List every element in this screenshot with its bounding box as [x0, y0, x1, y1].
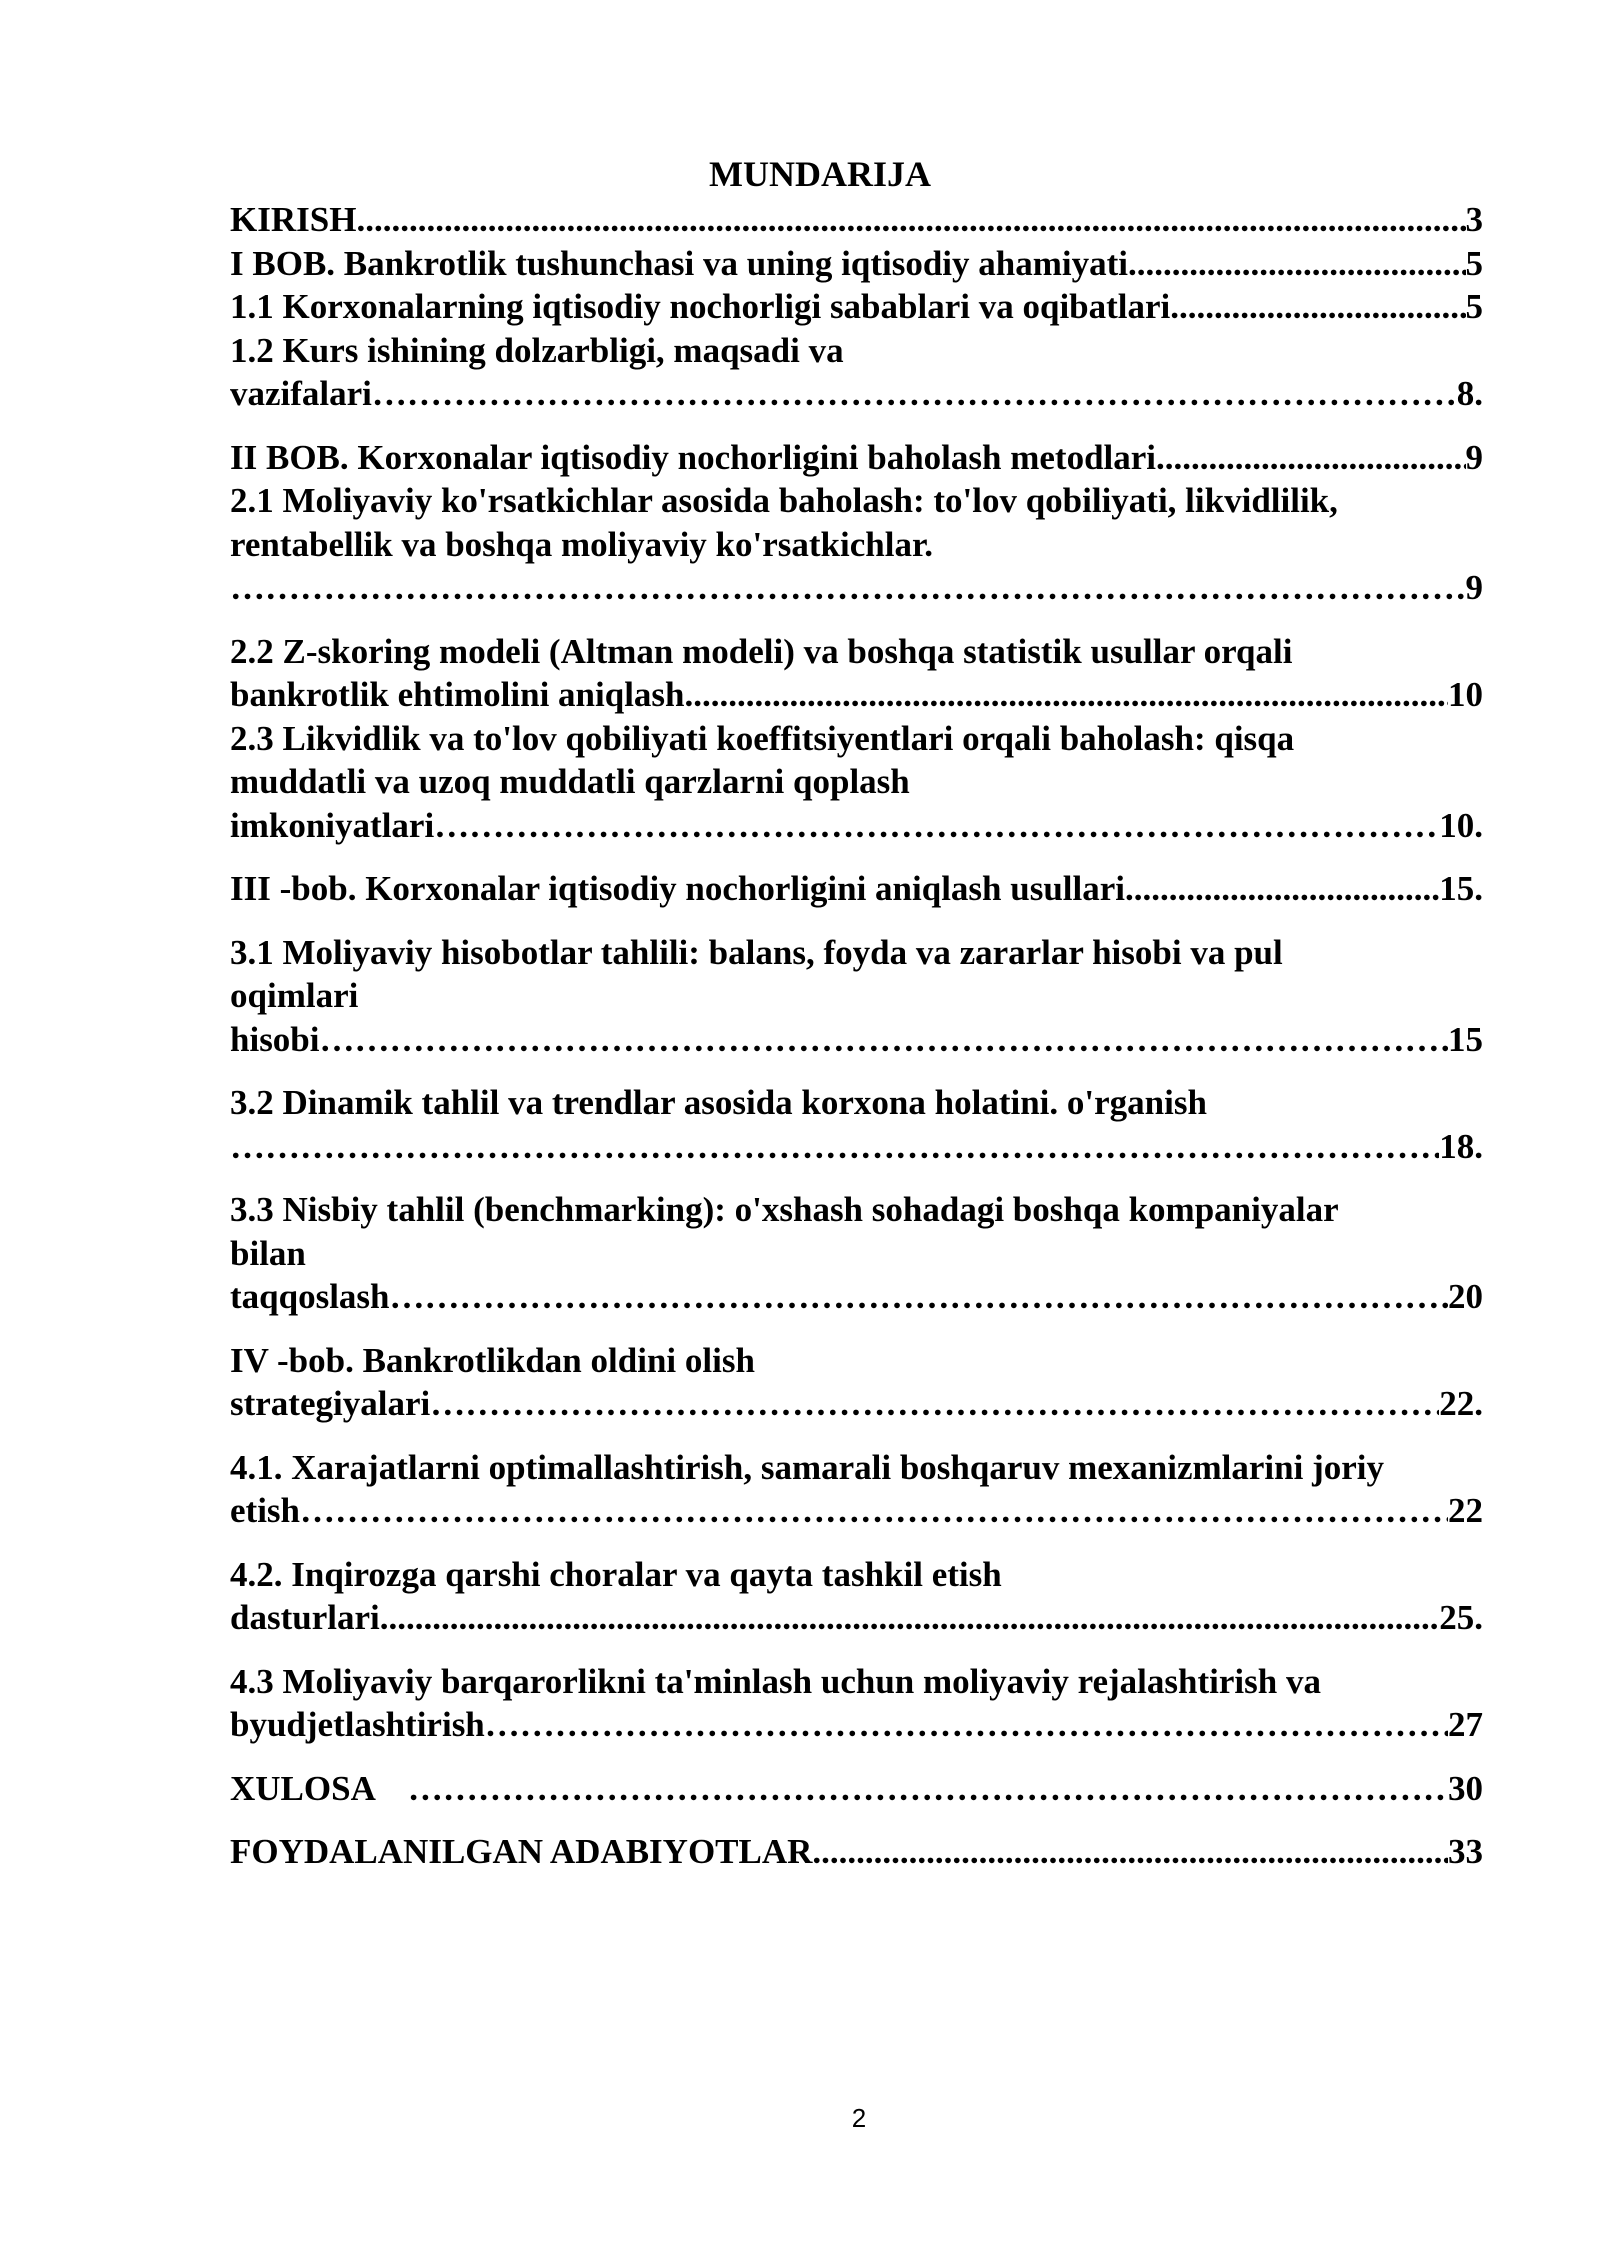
dot-leader — [408, 1767, 1448, 1811]
toc-entry-label: II BOB. Korxonalar iqtisodiy nochorligini baholash metodlari — [230, 437, 1157, 477]
toc-entry-line: 4.1. Xarajatlarni optimallashtirish, samarali boshqaruv mexanizmlarini joriy — [230, 1447, 1385, 1487]
toc-entry-line: 1.2 Kurs ishining dolzarbligi, maqsadi va — [230, 330, 844, 370]
toc-entry-page: 15 — [1448, 1019, 1483, 1059]
dot-leader — [356, 198, 1465, 242]
toc-entry-page: 27 — [1448, 1705, 1483, 1744]
toc-entry-kirish[interactable] — [230, 198, 1483, 242]
toc-entry-label: bankrotlik ehtimolini aniqlash — [230, 675, 685, 714]
dot-leader — [430, 1382, 1439, 1426]
dot-leader — [1125, 867, 1439, 911]
toc-entry-chapter-3[interactable] — [230, 867, 1483, 911]
toc-entry-label: 1.1 Korxonalarning iqtisodiy nochorligi sabablari va oqibatlari — [230, 287, 1171, 326]
toc-entry-page: 5 — [1465, 243, 1483, 283]
toc-entry-page: 18. — [1439, 1126, 1483, 1166]
toc-entry-section-3-2[interactable] — [230, 1081, 1483, 1168]
toc-entry-conclusion[interactable] — [230, 1767, 1483, 1811]
toc-entry-label: I BOB. Bankrotlik tushunchasi va uning iqtisodiy ahamiyati — [230, 243, 1128, 283]
toc-entry-label: strategiyalari — [230, 1384, 431, 1423]
dot-leader — [1170, 285, 1465, 329]
dot-leader — [1128, 242, 1466, 286]
toc-entry-page: 8. — [1456, 374, 1483, 413]
toc-entry-section-2-2[interactable] — [230, 630, 1483, 717]
table-of-contents — [230, 198, 1483, 1874]
toc-entry-page: 30 — [1448, 1768, 1483, 1808]
toc-entry-line: 3.1 Moliyaviy hisobotlar tahlili: balans, foyda va zararlar hisobi va pul — [230, 932, 1283, 972]
page-number: 2 — [851, 2103, 867, 2133]
toc-entry-line: 4.3 Moliyaviy barqarorlikni ta'minlash uchun moliyaviy rejalashtirish va — [230, 1661, 1321, 1701]
toc-entry-line: 2.3 Likvidlik va to'lov qobiliyati koeffitsiyentlari orqali baholash: qisqa — [230, 718, 1295, 758]
dot-leader — [812, 1830, 1448, 1874]
toc-entry-section-4-1[interactable] — [230, 1446, 1483, 1533]
toc-entry-line: 3.2 Dinamik tahlil va trendlar asosida korxona holatini. o'rganish — [230, 1083, 1207, 1122]
toc-entry-references[interactable] — [230, 1830, 1483, 1874]
dot-leader — [300, 1489, 1448, 1533]
toc-entry-chapter-2[interactable] — [230, 436, 1483, 480]
toc-entry-page: 5 — [1465, 287, 1483, 326]
toc-entry-label: dasturlari — [230, 1598, 380, 1637]
toc-entry-section-2-1[interactable] — [230, 479, 1483, 610]
toc-entry-label: III -bob. Korxonalar iqtisodiy nochorligini aniqlash usullari — [230, 869, 1126, 908]
toc-entry-label: taqqoslash — [230, 1277, 390, 1316]
dot-leader — [230, 566, 1466, 610]
toc-entry-line: bilan — [230, 1233, 306, 1273]
dot-leader — [390, 1275, 1448, 1319]
toc-entry-label: hisobi — [230, 1019, 320, 1059]
dot-leader — [434, 804, 1439, 848]
toc-entry-section-4-2[interactable] — [230, 1553, 1483, 1640]
dot-leader — [230, 1125, 1439, 1169]
toc-entry-section-4-3[interactable] — [230, 1660, 1483, 1747]
toc-entry-label: KIRISH — [230, 200, 357, 239]
toc-entry-chapter-1[interactable] — [230, 242, 1483, 286]
toc-entry-page: 22 — [1448, 1491, 1483, 1530]
toc-entry-page: 33 — [1448, 1832, 1483, 1871]
toc-entry-section-2-3[interactable] — [230, 717, 1483, 848]
toc-entry-label: XULOSA — [230, 1768, 376, 1808]
toc-entry-label: etish — [230, 1491, 300, 1530]
toc-entry-page: 10 — [1448, 675, 1483, 714]
dot-leader — [372, 372, 1457, 416]
toc-entry-line: IV -bob. Bankrotlikdan oldini olish — [230, 1340, 755, 1380]
dot-leader — [685, 673, 1448, 717]
toc-entry-page: 3 — [1465, 200, 1483, 239]
toc-entry-page: 22. — [1439, 1384, 1483, 1423]
toc-entry-line: 3.3 Nisbiy tahlil (benchmarking): o'xshash sohadagi boshqa kompaniyalar — [230, 1190, 1339, 1229]
toc-entry-section-1-1[interactable] — [230, 285, 1483, 329]
toc-entry-page: 9 — [1465, 568, 1483, 607]
toc-entry-label: FOYDALANILGAN ADABIYOTLAR — [230, 1832, 813, 1871]
toc-entry-line: muddatli va uzoq muddatli qarzlarni qoplash — [230, 762, 910, 801]
toc-title: MUNDARIJA — [709, 154, 931, 194]
toc-entry-page: 10. — [1439, 805, 1483, 845]
toc-entry-line: rentabellik va boshqa moliyaviy ko'rsatkichlar. — [230, 524, 934, 564]
toc-entry-line: 2.2 Z-skoring modeli (Altman modeli) va boshqa statistik usullar orqali — [230, 631, 1293, 671]
dot-leader — [485, 1703, 1448, 1747]
toc-entry-page: 15. — [1439, 869, 1483, 908]
toc-entry-page: 20 — [1448, 1277, 1483, 1316]
toc-entry-label: vazifalari — [230, 374, 372, 413]
toc-entry-line: 2.1 Moliyaviy ko'rsatkichlar asosida baholash: to'lov qobiliyati, likvidlilik, — [230, 481, 1338, 520]
toc-entry-line: 4.2. Inqirozga qarshi choralar va qayta tashkil etish — [230, 1554, 1002, 1594]
toc-entry-section-3-1[interactable] — [230, 931, 1483, 1062]
toc-entry-chapter-4[interactable] — [230, 1339, 1483, 1426]
toc-entry-section-3-3[interactable] — [230, 1188, 1483, 1319]
dot-leader — [380, 1596, 1440, 1640]
toc-entry-label: byudjetlashtirish — [230, 1705, 485, 1744]
toc-entry-page: 9 — [1465, 437, 1483, 477]
toc-entry-line: oqimlari — [230, 976, 359, 1015]
toc-entry-section-1-2[interactable] — [230, 329, 1483, 416]
toc-entry-label: imkoniyatlari — [230, 805, 435, 845]
toc-entry-page: 25. — [1439, 1598, 1483, 1637]
dot-leader — [320, 1018, 1449, 1062]
dot-leader — [1156, 436, 1465, 480]
